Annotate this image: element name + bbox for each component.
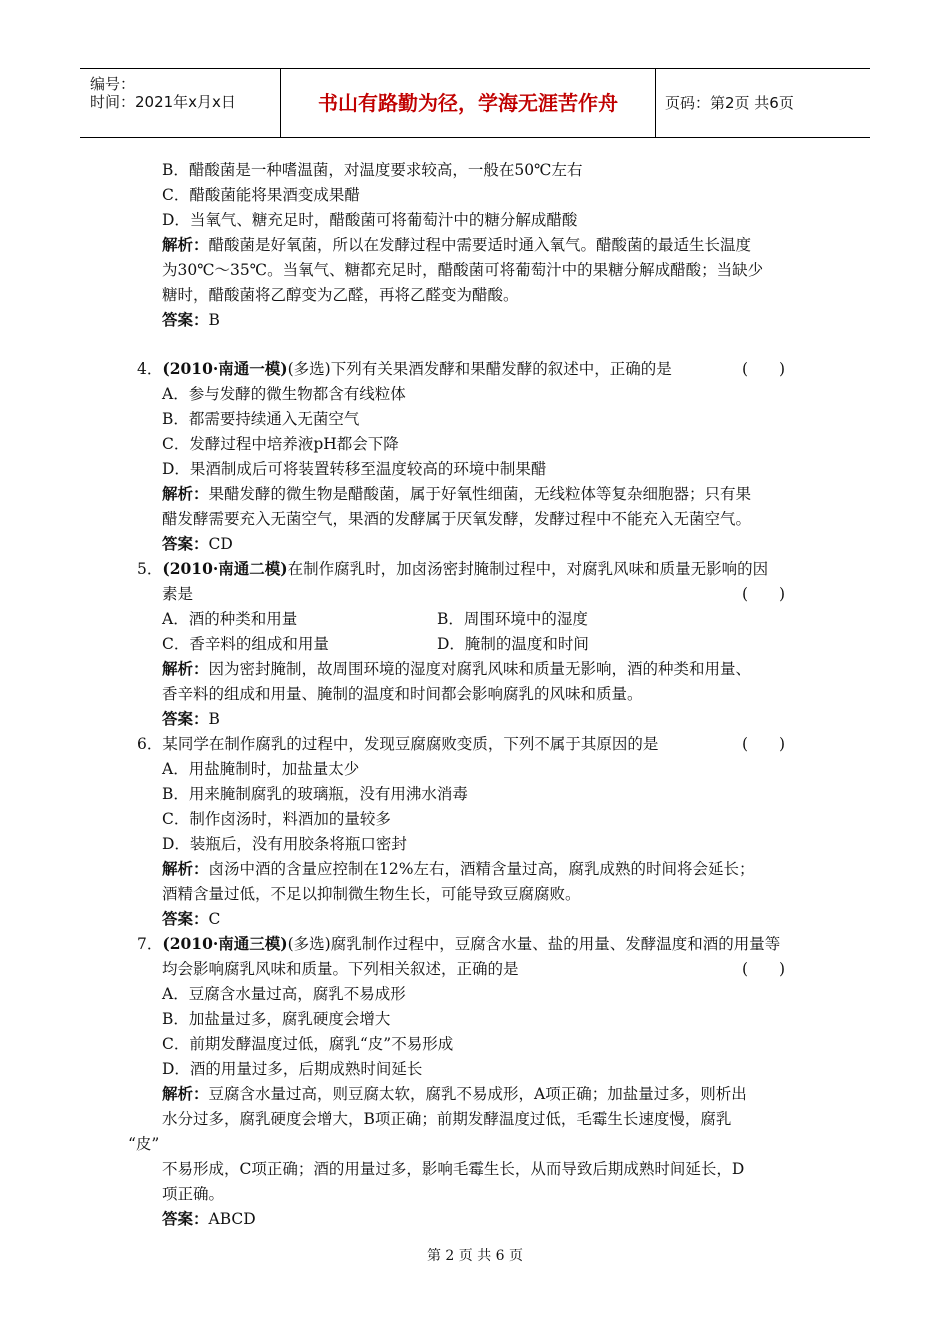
q5-option-c: C．香辛料的组成和用量 [162,635,329,653]
q5-option-b: B．周围环境中的湿度 [437,610,588,628]
q7-option-b: B．加盐量过多，腐乳硬度会增大 [162,1010,391,1028]
motto: 书山有路勤为径，学海无涯苦作舟 [281,69,656,137]
q6-answer-blank: ( ) [742,735,786,753]
q4-answer-blank: ( ) [742,360,786,378]
header-info-cell [80,69,281,137]
serial-label: 编号： [90,75,136,93]
q4-option-b: B．都需要持续通入无菌空气 [162,410,360,428]
q6-stem: 6．某同学在制作腐乳的过程中，发现豆腐腐败变质，下列不属于其原因的是 [137,735,659,753]
q5-explanation-line: 香辛料的组成和用量、腌制的温度和时间都会影响腐乳的风味和质量。 [162,685,643,703]
q6-option-d: D．装瓶后，没有用胶条将瓶口密封 [162,835,407,853]
q7-explanation-line: 项正确。 [162,1185,225,1203]
page-footer: 第 2 页 共 6 页 [426,1248,524,1264]
q7-explanation-line: 解析：豆腐含水量过高，则豆腐太软，腐乳不易成形，A项正确；加盐量过多，则析出 [162,1084,747,1103]
q4-option-c: C．发酵过程中培养液pH都会下降 [162,435,399,453]
q5-stem-cont: 素是 [162,585,194,603]
q7-stem: 7．(2010·南通三模)(多选)腐乳制作过程中，豆腐含水量、盐的用量、发酵温度和酒的用量等 [137,934,781,953]
q7-option-a: A．豆腐含水量过高，腐乳不易成形 [162,985,406,1003]
q6-option-c: C．制作卤汤时，料酒加的量较多 [162,810,391,828]
q7-explanation-line: 不易形成，C项正确；酒的用量过多，影响毛霉生长，从而导致后期成熟时间延长，D [162,1160,745,1178]
date-label: 时间：2021年x月x日 [90,93,236,111]
q3-answer: 答案：B [162,310,220,329]
page-header [80,68,870,138]
q5-explanation-line: 解析：因为密封腌制，故周围环境的湿度对腐乳风味和质量无影响，酒的种类和用量、 [162,659,752,678]
q3-explanation-line: 为30℃～35℃。当氧气、糖都充足时，醋酸菌可将葡萄汁中的果糖分解成醋酸；当缺少 [162,261,764,279]
q7-answer-blank: ( ) [742,960,786,978]
q7-answer: 答案：ABCD [162,1209,256,1228]
q5-option-a: A．酒的种类和用量 [162,610,298,628]
q3-option-c: C．醋酸菌能将果酒变成果醋 [162,186,360,204]
q5-option-d: D．腌制的温度和时间 [437,635,589,653]
q7-explanation-line: 水分过多，腐乳硬度会增大，B项正确；前期发酵温度过低，毛霉生长速度慢，腐乳 [162,1110,732,1128]
q6-explanation-line: 解析：卤汤中酒的含量应控制在12%左右，酒精含量过高，腐乳成熟的时间将会延长； [162,859,755,878]
q3-explanation-line: 解析：醋酸菌是好氧菌，所以在发酵过程中需要适时通入氧气。醋酸菌的最适生长温度 [162,235,752,254]
page-indicator: 页码：第2页 共6页 [665,94,794,112]
q5-answer: 答案：B [162,709,220,728]
q6-explanation-line: 酒精含量过低，不足以抑制微生物生长，可能导致豆腐腐败。 [162,885,581,903]
q7-explanation-line: “皮” [128,1135,160,1153]
q4-option-a: A．参与发酵的微生物都含有线粒体 [162,385,406,403]
q3-explanation-line: 糖时，醋酸菌将乙醇变为乙醛，再将乙醛变为醋酸。 [162,286,519,304]
q7-option-c: C．前期发酵温度过低，腐乳“皮”不易形成 [162,1035,454,1053]
q7-option-d: D．酒的用量过多，后期成熟时间延长 [162,1060,423,1078]
q6-answer: 答案：C [162,909,221,928]
q6-option-b: B．用来腌制腐乳的玻璃瓶，没有用沸水消毒 [162,785,468,803]
q4-option-d: D．果酒制成后可将装置转移至温度较高的环境中制果醋 [162,460,547,478]
q4-answer: 答案：CD [162,534,233,553]
q5-stem: 5．(2010·南通二模)在制作腐乳时，加卤汤密封腌制过程中，对腐乳风味和质量无影响的因 [137,559,769,578]
q5-answer-blank: ( ) [742,585,786,603]
q3-option-b: B．醋酸菌是一种嗜温菌，对温度要求较高，一般在50℃左右 [162,161,583,179]
q4-explanation-line: 醋发酵需要充入无菌空气，果酒的发酵属于厌氧发酵，发酵过程中不能充入无菌空气。 [162,510,752,528]
q3-option-d: D．当氧气、糖充足时，醋酸菌可将葡萄汁中的糖分解成醋酸 [162,211,578,229]
q4-explanation-line: 解析：果醋发酵的微生物是醋酸菌，属于好氧性细菌，无线粒体等复杂细胞器；只有果 [162,484,752,503]
q7-stem-cont: 均会影响腐乳风味和质量。下列相关叙述，正确的是 [162,960,519,978]
q6-option-a: A．用盐腌制时，加盐量太少 [162,760,360,778]
q4-stem: 4．(2010·南通一模)(多选)下列有关果酒发酵和果醋发酵的叙述中，正确的是 [137,359,672,378]
